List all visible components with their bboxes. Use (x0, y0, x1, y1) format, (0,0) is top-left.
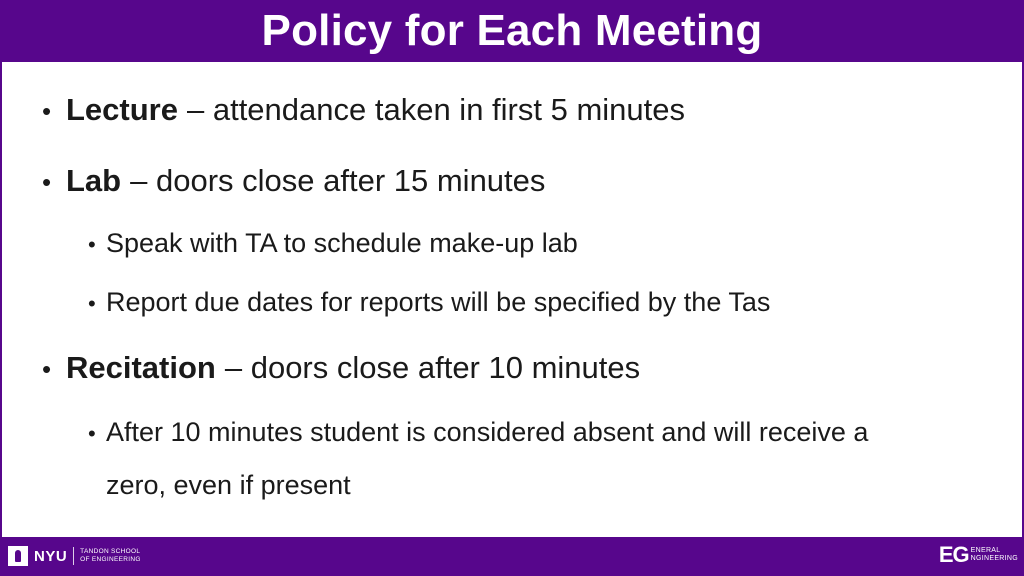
bullet-dot-icon: • (88, 232, 96, 257)
sub-bullet-text: Report due dates for reports will be specified by the Tas (106, 287, 771, 317)
bullet-text: – doors close after 15 minutes (130, 163, 546, 198)
eg-text (971, 547, 1018, 563)
bullet-dot-icon: • (88, 291, 96, 316)
sub-bullet-makeup-lab (88, 228, 578, 259)
bullet-recitation (42, 350, 640, 386)
bullet-text: – doors close after 10 minutes (224, 350, 641, 385)
nyu-logo-text: NYU (34, 547, 68, 565)
bullet-dot-icon: • (42, 96, 52, 126)
sub-bullet-continuation: zero, even if present (106, 470, 351, 500)
slide-title: Policy for Each Meeting (261, 6, 763, 55)
bullet-term: Recitation (66, 350, 216, 385)
bullet-text: – attendance taken in first 5 minutes (186, 92, 685, 127)
sub-bullet-text: After 10 minutes student is considered absent and will receive a (106, 417, 869, 447)
slide-content (2, 62, 1022, 537)
school-name-line-2: OF ENGINEERING (80, 556, 141, 563)
bullet-lab (42, 163, 545, 199)
sub-bullet-absent (88, 417, 868, 448)
sub-bullet-text: Speak with TA to schedule make-up lab (106, 228, 578, 258)
bullet-lecture (42, 92, 685, 128)
bullet-term: Lecture (66, 92, 178, 127)
logo-divider (73, 547, 74, 565)
footer-bar (0, 537, 1024, 576)
school-name-line-1: TANDON SCHOOL (80, 548, 141, 555)
eg-mark: EG (938, 542, 969, 567)
school-name (80, 548, 141, 564)
general-engineering-logo (939, 544, 1018, 566)
nyu-tandon-logo (8, 546, 141, 566)
eg-text-line-2: NGINEERING (970, 555, 1018, 562)
bullet-dot-icon: • (88, 421, 96, 446)
bullet-dot-icon: • (42, 167, 52, 197)
torch-icon (8, 546, 28, 566)
sub-bullet-report-dates (88, 287, 770, 318)
eg-text-line-1: ENERAL (970, 547, 1001, 554)
bullet-term: Lab (66, 163, 122, 198)
bullet-dot-icon: • (42, 354, 52, 384)
title-bar (0, 0, 1024, 62)
